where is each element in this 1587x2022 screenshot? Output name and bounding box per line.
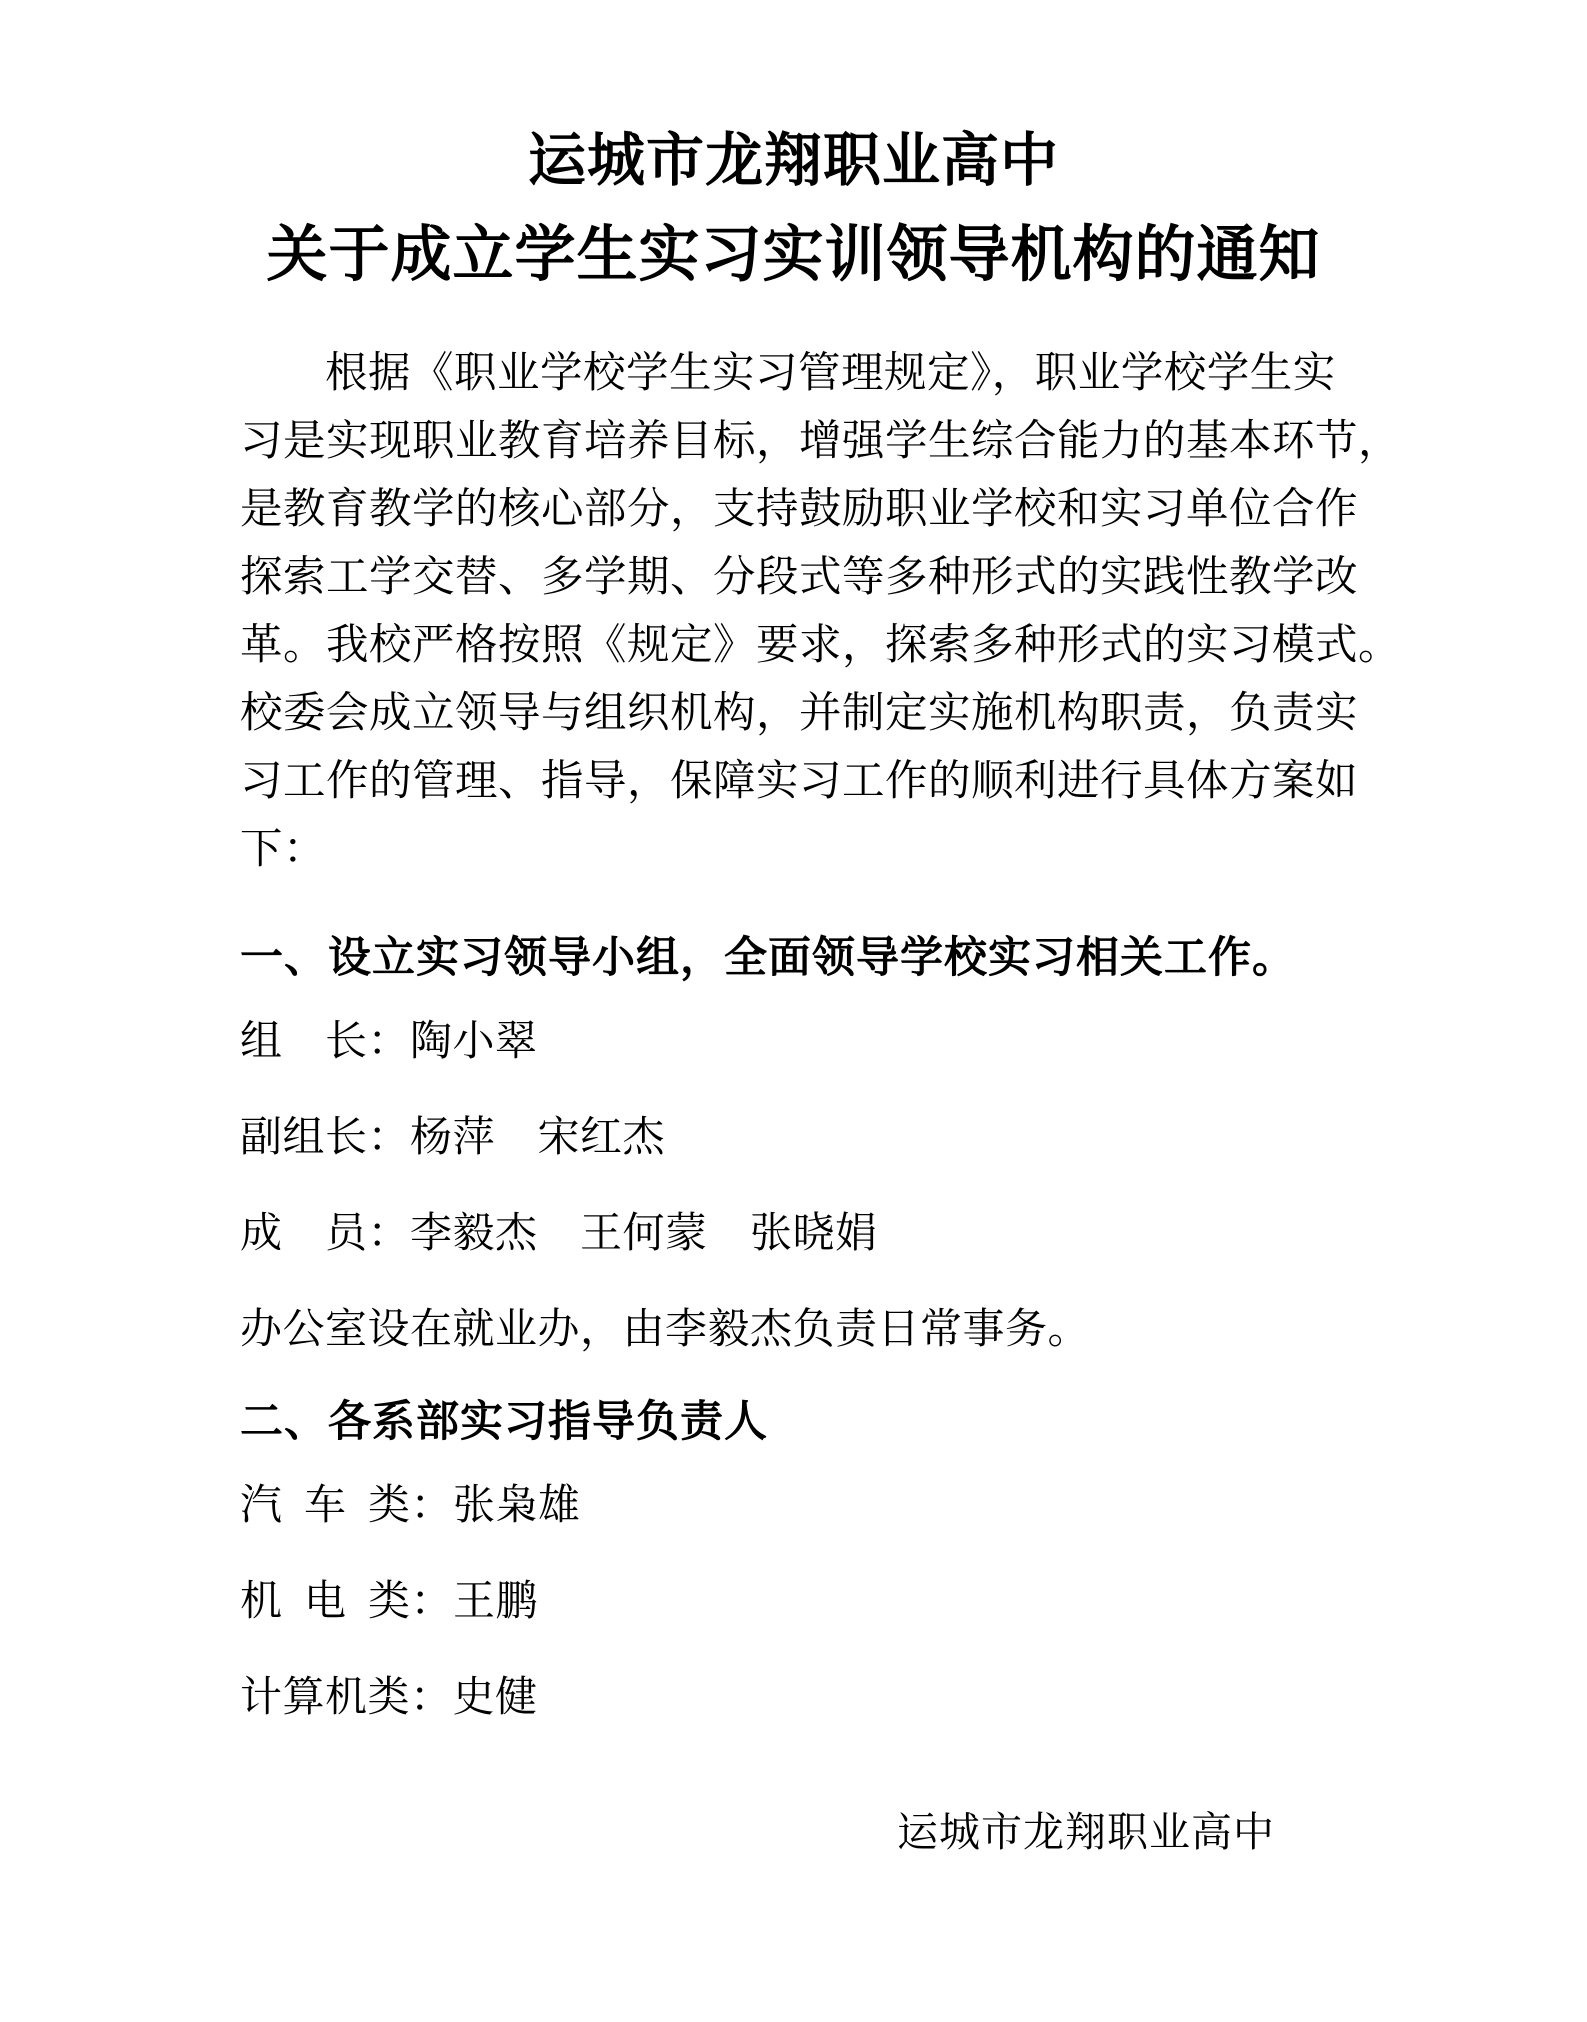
paragraph-line: 习是实现职业教育培养目标，增强学生综合能力的基本环节， bbox=[240, 418, 1402, 465]
section2-heading: 二、各系部实习指导负责人 bbox=[240, 1398, 768, 1446]
doc-title-line1: 运城市龙翔职业高中 bbox=[527, 128, 1059, 193]
roster-row-office-note: 办公室设在就业办，由李毅杰负责日常事务。 bbox=[240, 1307, 1091, 1353]
paragraph-line: 是教育教学的核心部分，支持鼓励职业学校和实习单位合作 bbox=[240, 486, 1359, 533]
roster-row-members: 成 员：李毅杰 王何蒙 张晓娟 bbox=[240, 1211, 878, 1257]
intro-paragraph bbox=[240, 340, 1402, 884]
paragraph-line: 下： bbox=[240, 826, 327, 873]
paragraph-line: 校委会成立领导与组织机构，并制定实施机构职责，负责实 bbox=[240, 690, 1359, 737]
signature: 运城市龙翔职业高中 bbox=[897, 1809, 1275, 1855]
dept-row-mechatronics: 机 电 类：王鹏 bbox=[240, 1579, 539, 1625]
doc-title-line2: 关于成立学生实习实训领导机构的通知 bbox=[266, 220, 1321, 288]
roster-row-leader: 组 长：陶小翠 bbox=[240, 1019, 538, 1065]
dept-row-computer: 计算机类：史健 bbox=[240, 1675, 538, 1721]
paragraph-line: 习工作的管理、指导，保障实习工作的顺利进行具体方案如 bbox=[240, 758, 1359, 805]
paragraph-line: 革。我校严格按照《规定》要求，探索多种形式的实习模式。 bbox=[240, 622, 1402, 669]
section1-heading: 一、设立实习领导小组，全面领导学校实习相关工作。 bbox=[240, 934, 1296, 982]
paragraph-line: 根据《职业学校学生实习管理规定》，职业学校学生实 bbox=[325, 350, 1336, 397]
roster-row-deputy-leaders: 副组长：杨萍 宋红杰 bbox=[240, 1115, 666, 1161]
paragraph-line: 探索工学交替、多学期、分段式等多种形式的实践性教学改 bbox=[240, 554, 1359, 601]
dept-row-automotive: 汽 车 类：张枭雄 bbox=[240, 1483, 581, 1529]
